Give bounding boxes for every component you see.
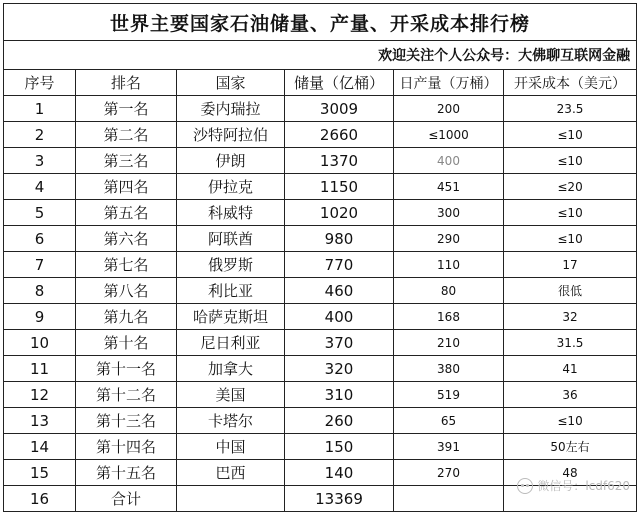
cell-no: 12	[4, 382, 76, 408]
wechat-icon	[517, 478, 533, 494]
table-row	[4, 304, 637, 330]
watermark-text: 微信号：lcdf620	[537, 479, 630, 493]
cell-cost: 50左右	[504, 434, 637, 460]
cell-rank: 第六名	[76, 226, 177, 252]
cell-rank: 第十四名	[76, 434, 177, 460]
cell-reserve: 2660	[285, 122, 394, 148]
cell-cost: 17	[504, 252, 637, 278]
cell-reserve: 770	[285, 252, 394, 278]
table-row	[4, 408, 637, 434]
cell-output: 391	[394, 434, 504, 460]
cell-no: 8	[4, 278, 76, 304]
table-row	[4, 278, 637, 304]
cell-country: 巴西	[177, 460, 285, 486]
cell-output: 110	[394, 252, 504, 278]
table-row	[4, 174, 637, 200]
cell-output: 400	[394, 148, 504, 174]
cell-reserve: 150	[285, 434, 394, 460]
cell-cost: 31.5	[504, 330, 637, 356]
cell-no: 10	[4, 330, 76, 356]
table-row	[4, 252, 637, 278]
cell-rank: 第五名	[76, 200, 177, 226]
table-row	[4, 356, 637, 382]
table-row	[4, 96, 637, 122]
cell-country: 加拿大	[177, 356, 285, 382]
cell-no: 13	[4, 408, 76, 434]
cell-output: 451	[394, 174, 504, 200]
table-row	[4, 122, 637, 148]
cell-rank: 第十五名	[76, 460, 177, 486]
cell-rank: 第十三名	[76, 408, 177, 434]
cell-no: 15	[4, 460, 76, 486]
cell-output: 200	[394, 96, 504, 122]
cell-no: 9	[4, 304, 76, 330]
cell-country: 伊拉克	[177, 174, 285, 200]
cell-cost: 41	[504, 356, 637, 382]
cell-reserve: 1370	[285, 148, 394, 174]
cell-country: 伊朗	[177, 148, 285, 174]
cell-rank: 第八名	[76, 278, 177, 304]
cell-country: 哈萨克斯坦	[177, 304, 285, 330]
cell-cost: 23.5	[504, 96, 637, 122]
cell-rank: 第四名	[76, 174, 177, 200]
cell-cost: ≤10	[504, 408, 637, 434]
cell-rank: 第十一名	[76, 356, 177, 382]
cell-no: 2	[4, 122, 76, 148]
cell-cost: ≤20	[504, 174, 637, 200]
cell-no: 7	[4, 252, 76, 278]
cell-reserve: 370	[285, 330, 394, 356]
cell-reserve: 140	[285, 460, 394, 486]
table-row	[4, 434, 637, 460]
col-header-cost: 开采成本（美元）	[504, 70, 637, 96]
total-label: 合计	[76, 486, 177, 512]
cell-output: ≤1000	[394, 122, 504, 148]
col-header-country: 国家	[177, 70, 285, 96]
cell-reserve: 400	[285, 304, 394, 330]
cell-country: 美国	[177, 382, 285, 408]
oil-ranking-table	[3, 3, 637, 512]
col-header-no: 序号	[4, 70, 76, 96]
cell-rank: 第三名	[76, 148, 177, 174]
table-row	[4, 148, 637, 174]
cell-cost: ≤10	[504, 226, 637, 252]
cell-cost: 36	[504, 382, 637, 408]
table-row	[4, 382, 637, 408]
total-no: 16	[4, 486, 76, 512]
total-empty-cell	[177, 486, 285, 512]
cell-output: 519	[394, 382, 504, 408]
cell-output: 270	[394, 460, 504, 486]
cell-reserve: 460	[285, 278, 394, 304]
cell-output: 168	[394, 304, 504, 330]
table-title: 世界主要国家石油储量、产量、开采成本排行榜	[4, 4, 637, 41]
cell-country: 尼日利亚	[177, 330, 285, 356]
cell-no: 6	[4, 226, 76, 252]
total-empty-cell	[394, 486, 504, 512]
cell-country: 利比亚	[177, 278, 285, 304]
cell-reserve: 3009	[285, 96, 394, 122]
cell-cost: 很低	[504, 278, 637, 304]
cell-no: 1	[4, 96, 76, 122]
cell-country: 俄罗斯	[177, 252, 285, 278]
cell-output: 65	[394, 408, 504, 434]
cell-country: 科威特	[177, 200, 285, 226]
col-header-reserve: 储量（亿桶）	[285, 70, 394, 96]
cell-reserve: 980	[285, 226, 394, 252]
watermark	[517, 477, 630, 494]
cell-reserve: 320	[285, 356, 394, 382]
cell-output: 290	[394, 226, 504, 252]
cell-no: 14	[4, 434, 76, 460]
cell-rank: 第九名	[76, 304, 177, 330]
cell-country: 中国	[177, 434, 285, 460]
total-reserve: 13369	[285, 486, 394, 512]
cell-country: 沙特阿拉伯	[177, 122, 285, 148]
cell-no: 5	[4, 200, 76, 226]
cell-cost: ≤10	[504, 148, 637, 174]
header-row	[4, 70, 637, 96]
cell-output: 80	[394, 278, 504, 304]
col-header-output: 日产量（万桶）	[394, 70, 504, 96]
table-subtitle: 欢迎关注个人公众号：大佛聊互联网金融	[4, 41, 637, 70]
cell-country: 阿联酋	[177, 226, 285, 252]
cell-output: 380	[394, 356, 504, 382]
cell-cost: 48	[504, 460, 637, 486]
cell-no: 4	[4, 174, 76, 200]
cell-reserve: 1020	[285, 200, 394, 226]
cell-country: 卡塔尔	[177, 408, 285, 434]
cell-country: 委内瑞拉	[177, 96, 285, 122]
cell-output: 210	[394, 330, 504, 356]
cell-reserve: 1150	[285, 174, 394, 200]
cell-no: 3	[4, 148, 76, 174]
cell-rank: 第十名	[76, 330, 177, 356]
cell-cost: 32	[504, 304, 637, 330]
table-row	[4, 200, 637, 226]
cell-cost: ≤10	[504, 200, 637, 226]
cell-rank: 第七名	[76, 252, 177, 278]
col-header-rank: 排名	[76, 70, 177, 96]
cell-rank: 第二名	[76, 122, 177, 148]
table-row	[4, 226, 637, 252]
cell-cost: ≤10	[504, 122, 637, 148]
table-row	[4, 330, 637, 356]
cell-output: 300	[394, 200, 504, 226]
cell-rank: 第一名	[76, 96, 177, 122]
cell-reserve: 310	[285, 382, 394, 408]
cell-reserve: 260	[285, 408, 394, 434]
cell-no: 11	[4, 356, 76, 382]
cell-rank: 第十二名	[76, 382, 177, 408]
